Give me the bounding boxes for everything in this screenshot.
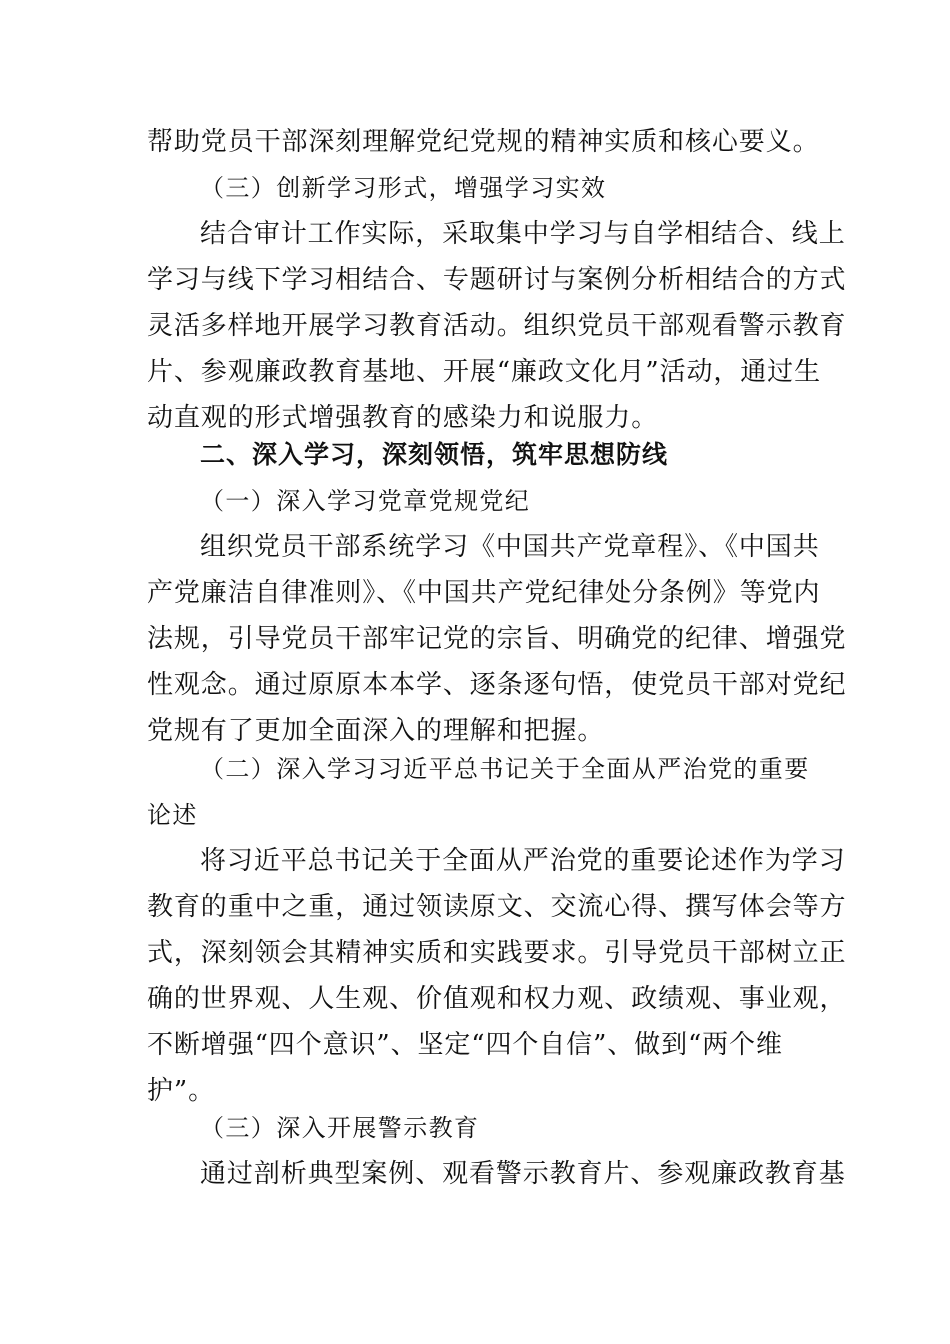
paragraph-line: 将习近平总书记关于全面从严治党的重要论述作为学习 <box>200 846 846 876</box>
paragraph-line: 帮助党员干部深刻理解党纪党规的精神实质和核心要义。 <box>147 127 820 157</box>
subheading-warning-education: （三）深入开展警示教育 <box>200 1114 480 1142</box>
paragraph-line: 性观念。通过原原本本学、逐条逐句悟，使党员干部对党纪 <box>147 670 847 700</box>
paragraph-line: 不断增强“四个意识”、坚定“四个自信”、做到“两个维 <box>147 1030 783 1060</box>
paragraph-line: 通过剖析典型案例、观看警示教育片、参观廉政教育基 <box>200 1159 846 1189</box>
paragraph-line: 学习与线下学习相结合、专题研讨与案例分析相结合的方式 <box>147 265 847 295</box>
paragraph-line: 确的世界观、人生观、价值观和权力观、政绩观、事业观， <box>147 984 847 1014</box>
paragraph-line: 党规有了更加全面深入的理解和把握。 <box>147 716 605 746</box>
paragraph-line: 法规，引导党员干部牢记党的宗旨、明确党的纪律、增强党 <box>147 624 847 654</box>
subheading-important-discourse: （二）深入学习习近平总书记关于全面从严治党的重要 <box>200 755 810 783</box>
subheading-continuation: 论述 <box>147 801 198 829</box>
paragraph-line: 结合审计工作实际，采取集中学习与自学相结合、线上 <box>200 219 846 249</box>
paragraph-line: 灵活多样地开展学习教育活动。组织党员干部观看警示教育 <box>147 311 847 341</box>
subheading-party-rules: （一）深入学习党章党规党纪 <box>200 487 531 515</box>
paragraph-line: 护”。 <box>147 1076 215 1106</box>
paragraph-line: 式，深刻领会其精神实质和实践要求。引导党员干部树立正 <box>147 938 847 968</box>
paragraph-line: 产党廉洁自律准则》、《中国共产党纪律处分条例》等党内 <box>147 578 821 608</box>
paragraph-line: 动直观的形式增强教育的感染力和说服力。 <box>147 403 659 433</box>
paragraph-line: 片、参观廉政教育基地、开展“廉政文化月”活动，通过生 <box>147 357 821 387</box>
subheading-innovate-learning-form: （三）创新学习形式，增强学习实效 <box>200 174 607 202</box>
section-heading-deep-study: 二、深入学习，深刻领悟，筑牢思想防线 <box>200 440 669 469</box>
paragraph-line: 组织党员干部系统学习《中国共产党章程》、《中国共 <box>200 532 820 562</box>
paragraph-line: 教育的重中之重，通过领读原文、交流心得、撰写体会等方 <box>147 892 847 922</box>
